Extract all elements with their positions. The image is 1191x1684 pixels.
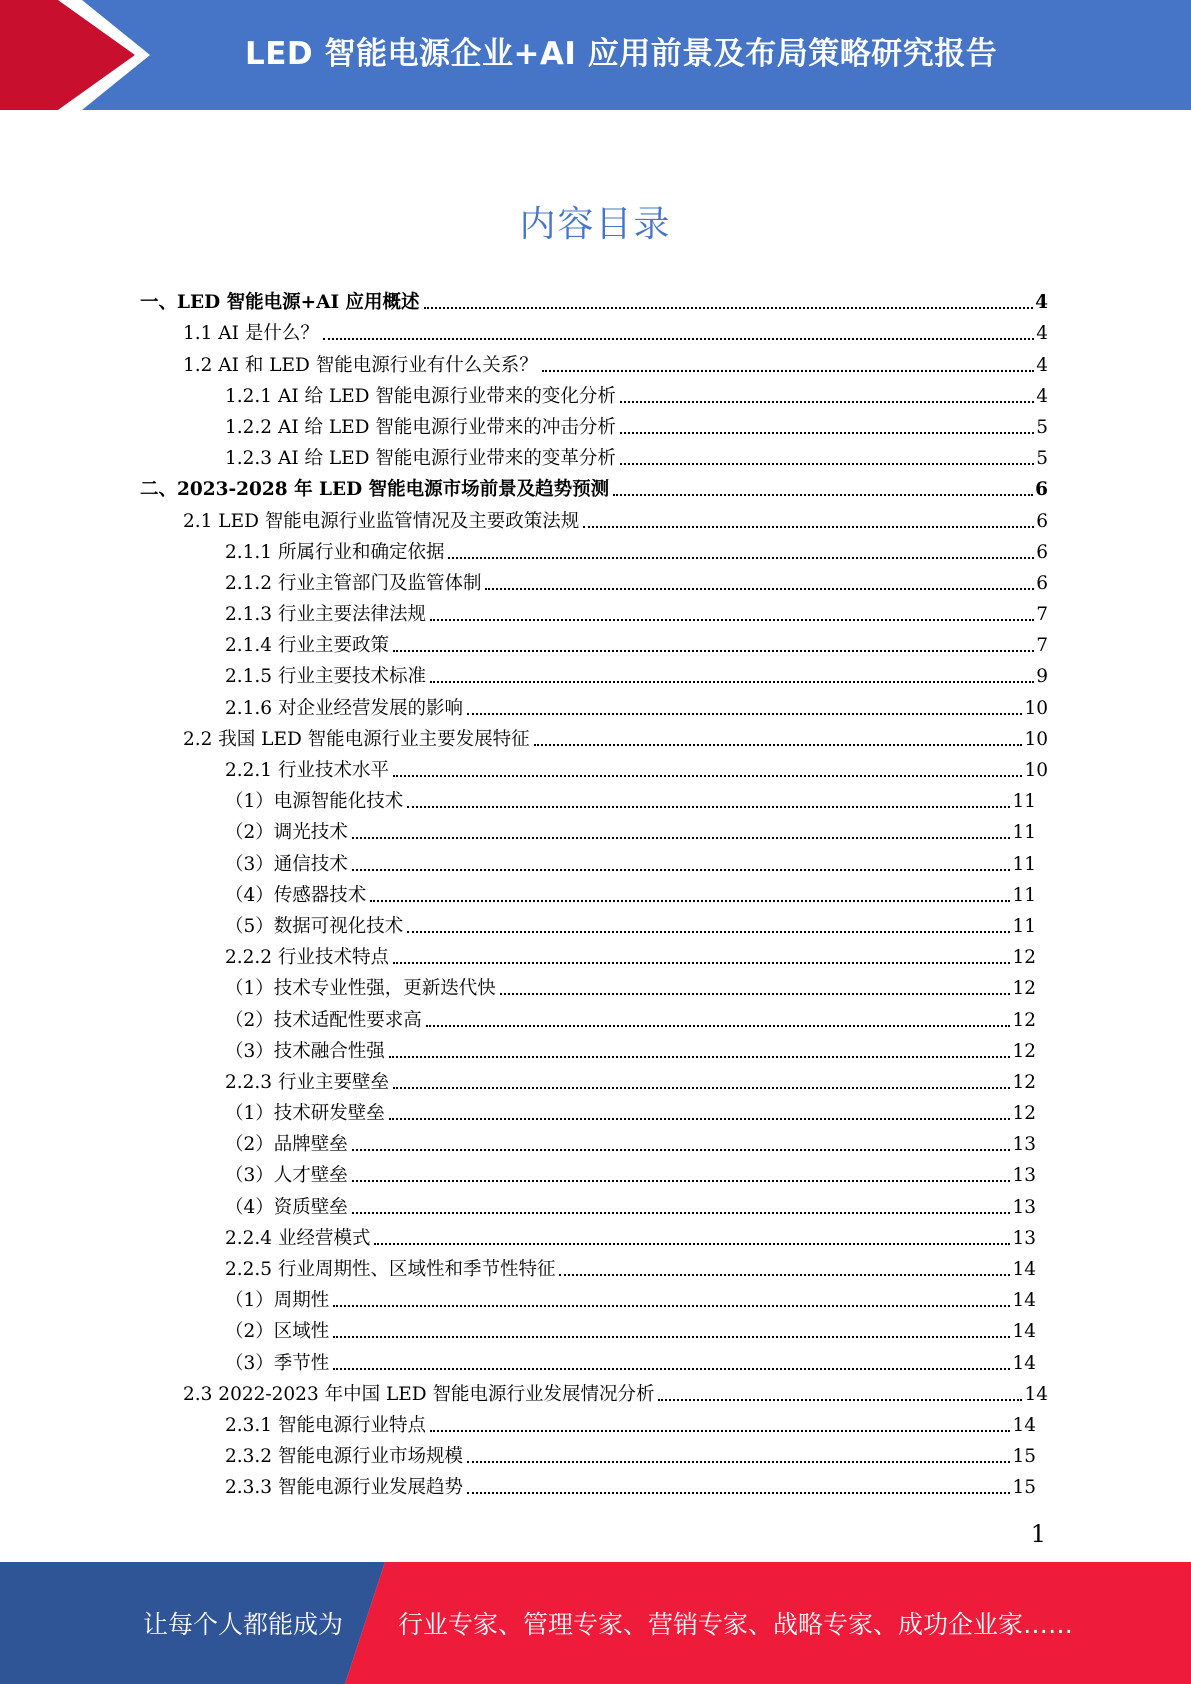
toc-leader-dots	[559, 1274, 1010, 1276]
toc-entry-page: 11	[1012, 915, 1036, 937]
toc-leader-dots	[658, 1399, 1022, 1401]
toc-entry-title: 1.1 AI 是什么？	[183, 323, 319, 345]
toc-entry-page: 15	[1012, 1477, 1036, 1499]
toc-entry-title: 2.2.1 行业技术水平	[225, 760, 389, 781]
toc-leader-dots	[613, 494, 1033, 496]
toc-entry-title: （4）资质壁垒	[225, 1196, 348, 1218]
toc-entry[interactable]	[140, 1095, 1048, 1126]
toc-entry-title: 2.2.2 行业技术特点	[225, 947, 389, 969]
toc-entry[interactable]	[140, 1001, 1048, 1032]
toc-entry[interactable]	[140, 471, 1048, 502]
toc-entry-title: 2.3.1 智能电源行业特点	[225, 1414, 426, 1436]
toc-entry-title: 2.1 LED 智能电源行业监管情况及主要政策法规	[183, 510, 580, 532]
toc-entry-title: （2）调光技术	[225, 822, 348, 844]
toc-entry-title: 2.2 我国 LED 智能电源行业主要发展特征	[183, 728, 530, 750]
toc-entry-page: 12	[1012, 1009, 1036, 1031]
toc-entry-page: 11	[1012, 853, 1036, 875]
toc-entry[interactable]	[140, 814, 1048, 845]
toc-entry-title: 2.1.1 所属行业和确定依据	[225, 541, 445, 563]
toc-leader-dots	[374, 1243, 1010, 1245]
toc-entry-title: （3）技术融合性强	[225, 1040, 385, 1062]
toc-entry[interactable]	[140, 908, 1048, 939]
toc-entry-page: 13	[1012, 1196, 1036, 1218]
toc-entry-page: 6	[1036, 510, 1048, 532]
toc-entry-page: 12	[1012, 978, 1036, 1000]
toc-entry-page: 11	[1012, 791, 1036, 813]
toc-leader-dots	[500, 993, 1011, 995]
toc-entry-page: 12	[1012, 1071, 1036, 1093]
toc-leader-dots	[467, 1492, 1010, 1494]
toc-leader-dots	[430, 681, 1034, 683]
toc-leader-dots	[393, 962, 1010, 964]
toc-entry-page: 7	[1036, 635, 1048, 657]
toc-entry[interactable]	[140, 1438, 1048, 1469]
toc-entry[interactable]	[140, 440, 1048, 471]
toc-entry[interactable]	[140, 1282, 1048, 1313]
toc-leader-dots	[424, 307, 1034, 309]
toc-entry-page: 14	[1012, 1352, 1036, 1374]
toc-entry-title: （4）传感器技术	[225, 884, 367, 906]
toc-entry-title: （2）区域性	[225, 1321, 330, 1343]
toc-heading: 内容目录	[519, 204, 672, 245]
toc-entry[interactable]	[140, 346, 1048, 377]
toc-entry-title: （2）品牌壁垒	[225, 1134, 348, 1156]
slogan-left: 让每个人都能成为	[143, 1610, 344, 1639]
toc-entry[interactable]	[140, 596, 1048, 627]
toc-entry-page: 10	[1024, 697, 1048, 719]
toc-leader-dots	[323, 338, 1034, 340]
toc-entry-title: 2.3.3 智能电源行业发展趋势	[225, 1477, 463, 1499]
toc-entry[interactable]	[140, 721, 1048, 752]
toc-entry-page: 7	[1036, 604, 1048, 626]
toc-leader-dots	[333, 1336, 1010, 1338]
toc-entry[interactable]	[140, 1313, 1048, 1344]
toc-entry-title: 1.2 AI 和 LED 智能电源行业有什么关系？	[183, 354, 538, 376]
toc-entry-page: 13	[1012, 1165, 1036, 1187]
toc-entry[interactable]	[140, 1251, 1048, 1282]
toc-entry[interactable]	[140, 877, 1048, 908]
toc-entry[interactable]	[140, 845, 1048, 876]
toc-entry-title: 1.2.1 AI 给 LED 智能电源行业带来的变化分析	[225, 385, 616, 407]
toc-entry-page: 10	[1024, 728, 1048, 750]
toc-entry-title: 2.2.3 行业主要壁垒	[225, 1071, 389, 1093]
toc-leader-dots	[534, 744, 1023, 746]
toc-leader-dots	[430, 619, 1034, 621]
toc-leader-dots	[583, 526, 1034, 528]
toc-leader-dots	[333, 1368, 1010, 1370]
toc-leader-dots	[407, 931, 1010, 933]
toc-leader-dots	[426, 1025, 1011, 1027]
toc-entry[interactable]	[140, 783, 1048, 814]
toc-entry-title: 2.1.4 行业主要政策	[225, 635, 389, 657]
toc-entry-page: 5	[1036, 448, 1048, 470]
toc-entry-title: （2）技术适配性要求高	[225, 1009, 422, 1031]
toc-leader-dots	[393, 650, 1034, 652]
toc-entry[interactable]	[140, 1126, 1048, 1157]
toc-entry-title: （1）技术专业性强，更新迭代快	[225, 978, 496, 1000]
toc-entry-title: 一、LED 智能电源+AI 应用概述	[140, 292, 420, 314]
toc-leader-dots	[370, 900, 1010, 902]
toc-entry-page: 14	[1024, 1383, 1048, 1405]
toc-leader-dots	[620, 401, 1034, 403]
toc-entry[interactable]	[140, 1220, 1048, 1251]
toc-entry-page: 10	[1024, 760, 1048, 781]
toc-entry-title: （5）数据可视化技术	[225, 915, 404, 937]
toc-entry[interactable]	[140, 1157, 1048, 1188]
toc-entry[interactable]	[140, 378, 1048, 409]
toc-entry[interactable]	[140, 315, 1048, 346]
toc-entry[interactable]	[140, 565, 1048, 596]
toc-entry[interactable]	[140, 1376, 1048, 1407]
toc-entry-page: 11	[1012, 822, 1036, 844]
toc-entry[interactable]	[140, 970, 1048, 1001]
toc-entry[interactable]	[140, 1407, 1048, 1438]
toc-leader-dots	[542, 370, 1034, 372]
toc-entry-page: 6	[1036, 572, 1048, 594]
toc-entry[interactable]	[140, 1469, 1048, 1500]
toc-entry-title: 2.1.5 行业主要技术标准	[225, 666, 426, 688]
toc-entry-title: （1）技术研发壁垒	[225, 1103, 385, 1125]
toc-entry-page: 14	[1012, 1414, 1036, 1436]
toc-entry[interactable]	[140, 752, 1048, 783]
header-chevron-icon	[0, 0, 240, 110]
toc-leader-dots	[430, 1430, 1010, 1432]
toc-entry-title: 二、2023-2028 年 LED 智能电源市场前景及趋势预测	[140, 479, 610, 501]
toc-entry-title: 2.1.6 对企业经营发展的影响	[225, 697, 463, 719]
toc-entry-page: 4	[1036, 323, 1048, 345]
toc-entry[interactable]	[140, 1188, 1048, 1219]
toc-entry-title: 2.2.5 行业周期性、区域性和季节性特征	[225, 1259, 556, 1280]
toc-leader-dots	[389, 1118, 1011, 1120]
toc-entry-page: 12	[1012, 1040, 1036, 1062]
toc-entry[interactable]	[140, 939, 1048, 970]
report-title: LED 智能电源企业+AI 应用前景及布局策略研究报告	[245, 36, 998, 72]
toc-entry-title: （1）周期性	[225, 1290, 330, 1312]
toc-leader-dots	[485, 588, 1034, 590]
toc-entry-page: 14	[1012, 1259, 1036, 1280]
toc-entry[interactable]	[140, 658, 1048, 689]
toc-leader-dots	[620, 463, 1034, 465]
toc-entry-page: 14	[1012, 1321, 1036, 1343]
toc-entry[interactable]	[140, 502, 1048, 533]
toc-leader-dots	[352, 1149, 1011, 1151]
toc-entry-title: 2.1.3 行业主要法律法规	[225, 604, 426, 626]
header-band	[0, 0, 1191, 110]
toc-entry-page: 15	[1012, 1446, 1036, 1468]
toc-leader-dots	[333, 1305, 1010, 1307]
toc-entry-page: 4	[1036, 385, 1048, 407]
toc-leader-dots	[448, 557, 1034, 559]
toc-entry-page: 12	[1012, 947, 1036, 969]
toc-leader-dots	[352, 869, 1011, 871]
toc-entry[interactable]	[140, 627, 1048, 658]
toc-leader-dots	[352, 1212, 1011, 1214]
page-number: 1	[1030, 1520, 1046, 1548]
toc-entry-page: 4	[1036, 354, 1048, 376]
toc-leader-dots	[393, 775, 1022, 777]
toc-entry-title: 2.1.2 行业主管部门及监管体制	[225, 572, 482, 594]
toc-entry[interactable]	[140, 1064, 1048, 1095]
toc-entry[interactable]	[140, 689, 1048, 720]
toc-entry-page: 13	[1012, 1227, 1036, 1249]
toc-leader-dots	[389, 1056, 1011, 1058]
toc-entry-page: 4	[1035, 292, 1048, 314]
toc-entry-title: 2.3 2022-2023 年中国 LED 智能电源行业发展情况分析	[183, 1383, 655, 1405]
toc-entry[interactable]	[140, 1344, 1048, 1375]
toc-entry-page: 6	[1035, 479, 1048, 501]
toc-entry-page: 9	[1036, 666, 1048, 688]
toc-entry-page: 11	[1012, 884, 1036, 906]
toc-entry-page: 12	[1012, 1103, 1036, 1125]
toc-entry-title: （3）通信技术	[225, 853, 348, 875]
toc-entry-title: 2.2.4 业经营模式	[225, 1227, 371, 1249]
toc-leader-dots	[352, 837, 1011, 839]
table-of-contents	[140, 284, 1048, 1500]
toc-entry-page: 14	[1012, 1290, 1036, 1312]
toc-leader-dots	[467, 713, 1022, 715]
toc-entry[interactable]	[140, 409, 1048, 440]
toc-entry[interactable]	[140, 534, 1048, 565]
toc-entry-title: （3）人才壁垒	[225, 1165, 348, 1187]
toc-entry-title: （1）电源智能化技术	[225, 791, 404, 813]
toc-leader-dots	[352, 1180, 1011, 1182]
toc-leader-dots	[620, 432, 1034, 434]
toc-entry-page: 5	[1036, 416, 1048, 438]
toc-entry[interactable]	[140, 284, 1048, 315]
toc-leader-dots	[407, 806, 1010, 808]
toc-leader-dots	[393, 1087, 1010, 1089]
slogan-right: 行业专家、管理专家、营销专家、战略专家、成功企业家……	[398, 1610, 1074, 1639]
toc-entry-title: 2.3.2 智能电源行业市场规模	[225, 1446, 463, 1468]
footer-band	[0, 1562, 1191, 1684]
toc-entry-title: 1.2.3 AI 给 LED 智能电源行业带来的变革分析	[225, 448, 616, 470]
toc-entry[interactable]	[140, 1033, 1048, 1064]
toc-entry-page: 13	[1012, 1134, 1036, 1156]
toc-entry-page: 6	[1036, 541, 1048, 563]
toc-entry-title: 1.2.2 AI 给 LED 智能电源行业带来的冲击分析	[225, 416, 616, 438]
toc-entry-title: （3）季节性	[225, 1352, 330, 1374]
toc-leader-dots	[467, 1461, 1010, 1463]
